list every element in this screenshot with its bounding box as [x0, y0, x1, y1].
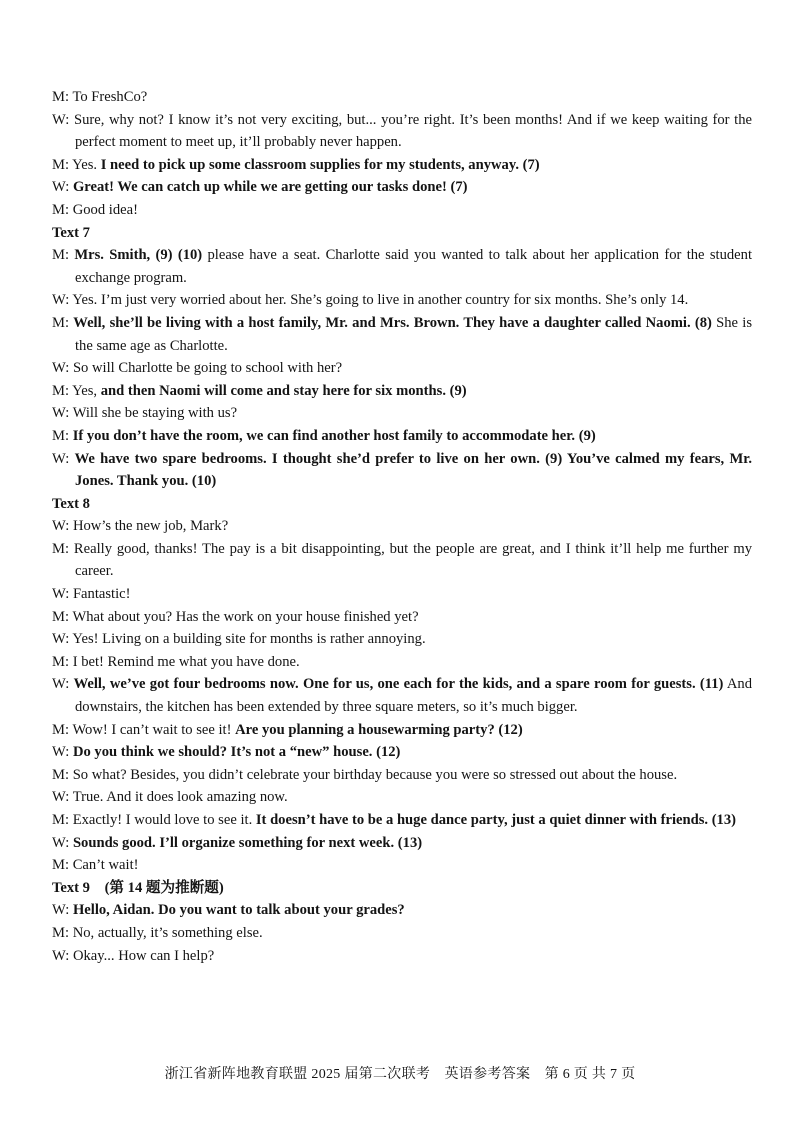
dialogue-text: How’s the new job, Mark? [72, 518, 229, 535]
dialogue-text: She is the same age as Charlotte. [75, 314, 753, 354]
answer-key-text: Great! We can catch up while we are getting our tasks done! (7) [72, 179, 468, 196]
speaker-label: M [52, 156, 65, 173]
speaker-label: M [52, 314, 65, 331]
dialogue-text: Okay... How can I help? [72, 947, 215, 964]
dialogue-line: W: Great! We can catch up while we are getting our tasks done! (7) [52, 179, 468, 196]
speaker-label: M [52, 653, 65, 670]
dialogue-text: Yes. I’m just very worried about her. She’s going to live in another country for six months. She’s only 14. [72, 292, 689, 309]
speaker-label: M [52, 247, 65, 264]
section-heading: Text 7 [52, 224, 90, 241]
dialogue-line: M: What about you? Has the work on your house finished yet? [52, 608, 419, 625]
speaker-label: W [52, 834, 66, 851]
dialogue-text: Good idea! [72, 201, 138, 218]
speaker-label: W [52, 360, 66, 377]
speaker-label: W [52, 405, 66, 422]
dialogue-text: Will she be staying with us? [72, 405, 238, 422]
answer-key-text: Well, we’ve got four bedrooms now. One for us, one each for the kids, and a spare room for guests. (11) [73, 676, 724, 693]
speaker-label: M [52, 608, 65, 625]
speaker-label: M [52, 89, 65, 105]
answer-key-text: It doesn’t have to be a huge dance party, just a quiet dinner with friends. (13) [255, 812, 737, 828]
dialogue-line: W: Sounds good. I’ll organize something for next week. (13) [52, 834, 423, 851]
section-heading: Text 9 (第 14 题为推断题) [52, 879, 224, 896]
speaker-label: M [52, 201, 65, 218]
dialogue-line: W: We have two spare bedrooms. I thought she’d prefer to live on her own. (9) You’ve calmed my fears, Mr. Jones. Thank you. (10) [52, 450, 753, 490]
dialogue-text: Wow! I can’t wait to see it! [72, 721, 236, 738]
dialogue-line: M: To FreshCo? [52, 89, 148, 105]
dialogue-text: Sure, why not? I know it’s not very exciting, but... you’re right. It’s been months! And if we keep waiting for the perfect moment to meet up, it’ll probably never happen. [73, 111, 753, 151]
dialogue-line: M: Wow! I can’t wait to see it! Are you planning a housewarming party? (12) [52, 721, 523, 738]
dialogue-line: W: Sure, why not? I know it’s not very exciting, but... you’re right. It’s been months! And if we keep waiting for the perfect moment to meet up, it’ll probably never happen. [52, 111, 753, 151]
dialogue-text: Really good, thanks! The pay is a bit disappointing, but the people are great, and I think it’ll help me further my career. [73, 540, 752, 580]
dialogue-line: M: Exactly! I would love to see it. It doesn’t have to be a huge dance party, just a quiet dinner with friends. (13) [52, 812, 737, 828]
answer-key-text: Sounds good. I’ll organize something for next week. (13) [72, 834, 423, 851]
speaker-label: W [52, 676, 66, 693]
speaker-label: W [52, 292, 66, 309]
dialogue-line: M: Good idea! [52, 201, 138, 218]
answer-key-text: Well, she’ll be living with a host family, Mr. and Mrs. Brown. They have a daughter called Naomi. (8) [73, 314, 712, 331]
dialogue-text: True. And it does look amazing now. [72, 789, 288, 806]
answer-key-text: and then Naomi will come and stay here for six months. (9) [100, 382, 467, 399]
dialogue-text: Exactly! I would love to see it. [72, 812, 256, 828]
speaker-label: W [52, 179, 66, 196]
dialogue-text: No, actually, it’s something else. [72, 924, 263, 941]
speaker-label: M [52, 857, 65, 874]
section-heading: Text 8 [52, 495, 90, 512]
dialogue-line: W: Yes. I’m just very worried about her. She’s going to live in another country for six months. She’s only 14. [52, 292, 689, 309]
dialogue-line: M: If you don’t have the room, we can find another host family to accommodate her. (9) [52, 427, 596, 444]
dialogue-text: please have a seat. Charlotte said you wanted to talk about her application for the student exchange program. [75, 247, 753, 286]
dialogue-line: M: Yes. I need to pick up some classroom supplies for my students, anyway. (7) [52, 156, 540, 173]
answer-key-text: Do you think we should? It’s not a “new” house. (12) [72, 744, 401, 761]
dialogue-line: M: Can’t wait! [52, 857, 139, 874]
speaker-label: M [52, 382, 65, 399]
speaker-label: W [52, 450, 66, 467]
answer-key-text: Mrs. Smith, (9) (10) [74, 247, 203, 264]
dialogue-line: W: Do you think we should? It’s not a “new” house. (12) [52, 744, 401, 761]
dialogue-text: Yes. [72, 156, 101, 173]
dialogue-line: M: Really good, thanks! The pay is a bit disappointing, but the people are great, and I think it’ll help me further my career. [52, 540, 752, 580]
dialogue-text: Yes! Living on a building site for months is rather annoying. [72, 631, 426, 648]
dialogue-line: M: Well, she’ll be living with a host family, Mr. and Mrs. Brown. They have a daughter called Naomi. (8) She is the same age as Charlotte. [52, 314, 753, 354]
dialogue-text: What about you? Has the work on your house finished yet? [72, 608, 419, 625]
answer-key-text: Are you planning a housewarming party? (12) [235, 721, 523, 738]
dialogue-text: To FreshCo? [72, 89, 148, 105]
dialogue-text: So what? Besides, you didn’t celebrate your birthday because you were so stressed out about the house. [72, 766, 678, 783]
speaker-label: W [52, 631, 66, 648]
speaker-label: W [52, 947, 66, 964]
speaker-label: W [52, 902, 66, 919]
answer-key-text: I need to pick up some classroom supplies for my students, anyway. (7) [100, 156, 540, 173]
speaker-label: M [52, 540, 65, 557]
dialogue-line: M: Yes, and then Naomi will come and stay here for six months. (9) [52, 382, 467, 399]
transcript [52, 86, 752, 967]
dialogue-line: M: Mrs. Smith, (9) (10) please have a seat. Charlotte said you wanted to talk about her application for the student exchange program. [52, 247, 753, 286]
speaker-label: M [52, 721, 65, 738]
dialogue-line: W: Okay... How can I help? [52, 947, 215, 964]
dialogue-line: W: Fantastic! [52, 586, 131, 603]
speaker-label: W [52, 789, 66, 806]
answer-key-text: We have two spare bedrooms. I thought she’d prefer to live on her own. (9) You’ve calmed my fears, Mr. Jones. Thank you. (10) [74, 450, 753, 490]
dialogue-line: W: Well, we’ve got four bedrooms now. One for us, one each for the kids, and a spare room for guests. (11) And downstairs, the kitchen has been extended by three square meters, so it’s much bigger. [52, 676, 752, 716]
dialogue-line: W: Yes! Living on a building site for months is rather annoying. [52, 631, 426, 648]
dialogue-text: Can’t wait! [72, 857, 139, 874]
speaker-label: W [52, 744, 66, 761]
answer-key-text: Hello, Aidan. Do you want to talk about your grades? [72, 902, 405, 919]
dialogue-text: Yes, [72, 382, 101, 399]
dialogue-text: So will Charlotte be going to school with her? [72, 360, 343, 377]
dialogue-line: W: How’s the new job, Mark? [52, 518, 229, 535]
page-footer: 浙江省新阵地教育联盟 2025 届第二次联考 英语参考答案 第 6 页 共 7 页 [164, 1067, 636, 1082]
dialogue-line: W: Hello, Aidan. Do you want to talk about your grades? [52, 902, 405, 919]
dialogue-line: W: True. And it does look amazing now. [52, 789, 288, 806]
dialogue-line: M: I bet! Remind me what you have done. [52, 653, 300, 670]
speaker-label: M [52, 812, 65, 828]
speaker-label: M [52, 766, 65, 783]
speaker-label: M [52, 924, 65, 941]
dialogue-text: And downstairs, the kitchen has been extended by three square meters, so it’s much bigger. [75, 676, 752, 716]
dialogue-line: M: No, actually, it’s something else. [52, 924, 263, 941]
dialogue-text: I bet! Remind me what you have done. [72, 653, 300, 670]
dialogue-text: Fantastic! [72, 586, 131, 603]
dialogue-line: W: Will she be staying with us? [52, 405, 238, 422]
dialogue-line: W: So will Charlotte be going to school with her? [52, 360, 343, 377]
speaker-label: M [52, 427, 65, 444]
answer-key-text: If you don’t have the room, we can find another host family to accommodate her. (9) [72, 427, 596, 444]
speaker-label: W [52, 111, 66, 128]
dialogue-line: M: So what? Besides, you didn’t celebrate your birthday because you were so stressed out about the house. [52, 766, 678, 783]
speaker-label: W [52, 518, 66, 535]
speaker-label: W [52, 586, 66, 603]
